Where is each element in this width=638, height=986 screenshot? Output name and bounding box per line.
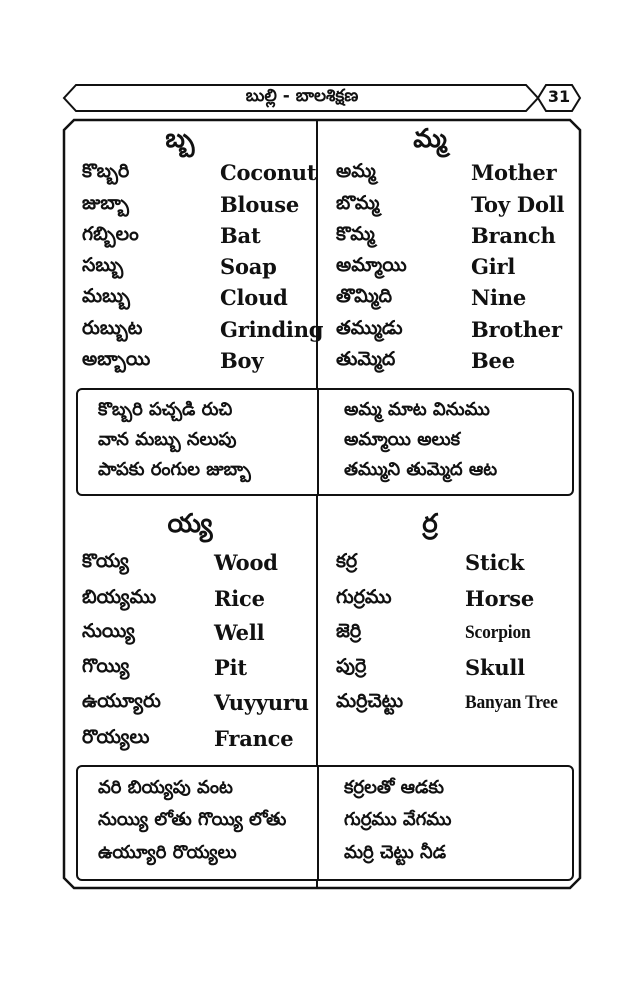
page-number: 31	[547, 87, 571, 106]
word-english: Wood	[214, 550, 278, 575]
word-telugu: మర్రిచెట్టు	[336, 690, 404, 712]
word-telugu: పుర్రె	[336, 655, 367, 677]
phrase: వరి బియ్యపు వంట	[98, 777, 233, 798]
phrase: గుర్రము వేగము	[344, 809, 452, 830]
heading-bba: బ్బ	[165, 124, 195, 154]
word-english: Blouse	[220, 192, 299, 217]
phrase: అమ్మ మాట వినుము	[344, 399, 490, 420]
word-telugu: ఉయ్యూరు	[82, 690, 161, 712]
heading-yya: య్య	[167, 509, 213, 539]
word-english: Cloud	[220, 285, 288, 310]
word-english: Rice	[214, 586, 265, 611]
word-english: Girl	[471, 254, 516, 279]
phrase: నుయ్యి లోతు గొయ్యి లోతు	[98, 809, 287, 830]
word-telugu: నుయ్యి	[82, 620, 135, 642]
word-english: Bat	[220, 223, 261, 248]
phrase: ఉయ్యూరి రొయ్యలు	[98, 842, 237, 863]
word-telugu: అమ్మాయి	[336, 254, 407, 276]
word-telugu: మబ్బు	[82, 285, 130, 307]
word-telugu: అబ్బాయి	[82, 348, 151, 370]
word-english: Vuyyuru	[214, 690, 309, 715]
word-english: Well	[214, 620, 265, 645]
word-english: Grinding	[220, 317, 324, 342]
word-english: Banyan Tree	[465, 692, 558, 713]
phrase: కొబ్బరి పచ్చడి రుచి	[98, 399, 233, 420]
word-english: Scorpion	[465, 622, 531, 643]
word-telugu: బియ్యము	[82, 586, 157, 608]
word-telugu: కొబ్బరి	[82, 160, 130, 182]
word-english: Coconut	[220, 160, 317, 185]
word-english: Toy Doll	[471, 192, 565, 217]
word-english: Bee	[471, 348, 515, 373]
word-english: Branch	[471, 223, 556, 248]
word-telugu: సబ్బు	[82, 254, 124, 276]
phrase: కర్రలతో ఆడకు	[344, 777, 444, 798]
word-english: Brother	[471, 317, 562, 342]
word-english: Nine	[471, 285, 527, 310]
word-telugu: గబ్బిలం	[82, 223, 139, 245]
word-telugu: కొమ్మ	[336, 223, 375, 245]
phrase-box-divider	[317, 390, 319, 494]
word-english: Boy	[220, 348, 264, 373]
word-telugu: రొయ్యలు	[82, 726, 150, 748]
word-telugu: అమ్మ	[336, 160, 376, 182]
word-telugu: జెర్రి	[336, 620, 362, 642]
word-telugu: తమ్ముడు	[336, 317, 403, 339]
phrase: పాపకు రంగుల జుబ్బా	[98, 459, 251, 480]
word-english: Horse	[465, 586, 535, 611]
word-telugu: కర్ర	[336, 550, 358, 572]
word-telugu: బొమ్మ	[336, 192, 380, 214]
word-english: Mother	[471, 160, 557, 185]
page-number-badge	[536, 83, 582, 113]
phrase-box-divider	[317, 767, 319, 879]
word-telugu: తుమ్మెద	[336, 348, 396, 370]
heading-mma: మ్మ	[413, 124, 447, 154]
word-telugu: గుర్రము	[336, 586, 392, 608]
word-telugu: గొయ్యి	[82, 655, 130, 677]
word-english: Pit	[214, 655, 247, 680]
phrase: వాన మబ్బు నలుపు	[98, 429, 237, 450]
phrase: అమ్మాయి అలుక	[344, 429, 460, 450]
word-english: Soap	[220, 254, 277, 279]
word-telugu: జుబ్బా	[82, 192, 130, 214]
word-english: Skull	[465, 655, 525, 680]
heading-rra: ర్ర	[422, 509, 438, 539]
word-telugu: కొయ్య	[82, 550, 129, 572]
header-banner	[62, 83, 540, 113]
word-telugu: తొమ్మిది	[336, 285, 393, 307]
page-title: బుల్లి - బాలశిక్షణ	[245, 86, 359, 106]
phrase: తమ్ముని తుమ్మెద ఆట	[344, 459, 498, 480]
word-telugu: రుబ్బుట	[82, 317, 143, 339]
phrase: మర్రి చెట్టు నీడ	[344, 842, 447, 863]
word-english: France	[214, 726, 294, 751]
word-english: Stick	[465, 550, 525, 575]
